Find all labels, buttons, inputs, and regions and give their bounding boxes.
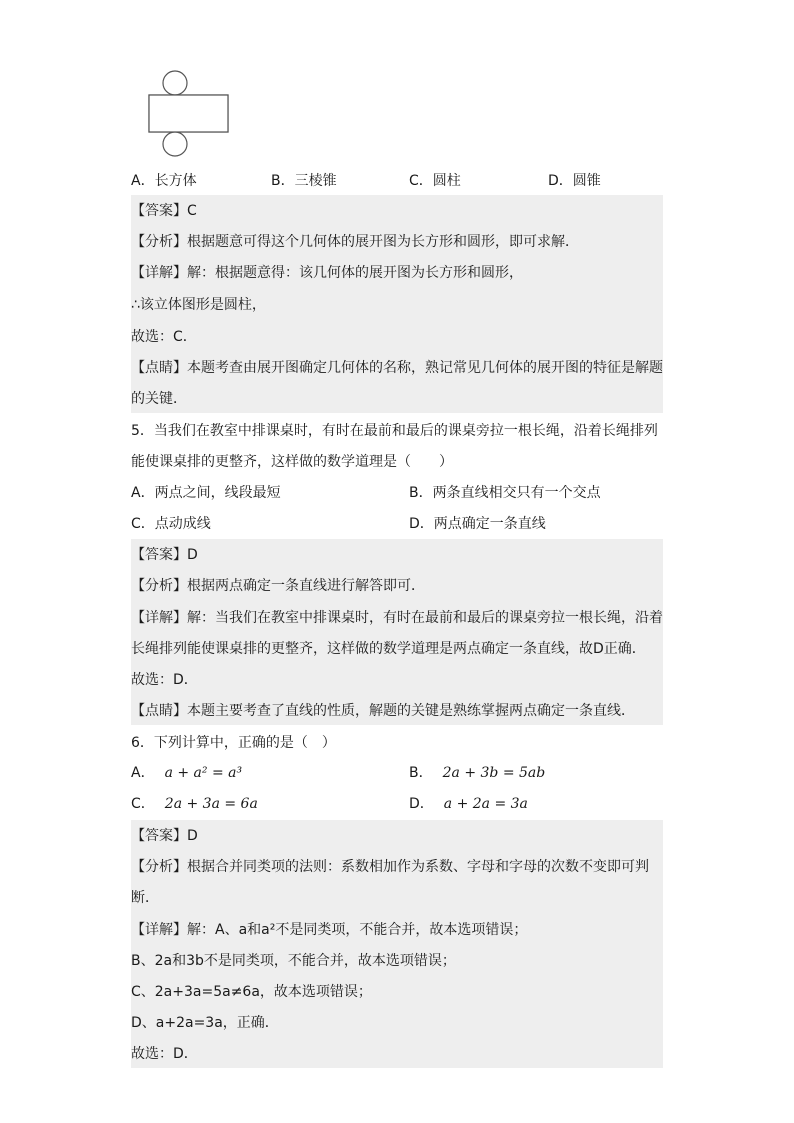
q6-detail-1: 【详解】解：A、a和a²不是同类项，不能合并，故本选项错误；: [131, 922, 528, 938]
q4-option-c: C．圆柱: [409, 173, 461, 189]
q5-solution-background: [131, 539, 663, 725]
q6-option-b-label: B．: [409, 765, 433, 781]
q4-comment-1: 【点睛】本题考查由展开图确定几何体的名称，熟记常见几何体的展开图的特征是解题: [131, 360, 663, 376]
q6-detail-3: C、2a+3a=5a≠6a，故本选项错误；: [131, 984, 372, 1000]
q5-detail-2: 长绳排列能使课桌排的更整齐，这样做的数学道理是两点确定一条直线，故D正确．: [131, 641, 646, 657]
q5-answer: 【答案】D: [131, 547, 198, 563]
q6-option-a: [131, 763, 242, 783]
q6-detail-2: B、2a和3b不是同类项，不能合并，故本选项错误；: [131, 953, 456, 969]
q6-analysis-2: 断．: [131, 890, 159, 906]
q6-analysis-1: 【分析】根据合并同类项的法则：系数相加作为系数、字母和字母的次数不变即可判: [131, 859, 649, 875]
q6-option-d-expr: a + 2a = 3a: [443, 796, 528, 812]
q5-stem-2: 能使课桌排的更整齐，这样做的数学道理是（ ）: [131, 454, 453, 470]
q5-option-c: C．点动成线: [131, 516, 211, 532]
q5-option-d: D．两点确定一条直线: [409, 516, 546, 532]
q6-option-c: [131, 794, 258, 814]
q6-option-d: [409, 794, 528, 814]
q6-option-b-expr: 2a + 3b = 5ab: [442, 765, 546, 781]
q6-option-c-expr: 2a + 3a = 6a: [164, 796, 258, 812]
q5-analysis: 【分析】根据两点确定一条直线进行解答即可．: [131, 578, 425, 594]
q5-detail-1: 【详解】解：当我们在教室中排课桌时，有时在最前和最后的课桌旁拉一根长绳，沿着: [131, 610, 663, 626]
q6-detail-4: D、a+2a=3a，正确．: [131, 1015, 279, 1031]
q6-stem: 6．下列计算中，正确的是（ ）: [131, 735, 336, 751]
q5-stem-1: 5．当我们在教室中排课桌时，有时在最前和最后的课桌旁拉一根长绳，沿着长绳排列: [131, 423, 658, 439]
q4-option-d: D．圆锥: [548, 173, 601, 189]
q6-option-d-label: D．: [409, 796, 434, 812]
q6-answer: 【答案】D: [131, 828, 198, 844]
q5-choose: 故选：D．: [131, 672, 198, 688]
q5-option-a: A．两点之间，线段最短: [131, 485, 281, 501]
q4-option-b: B．三棱锥: [271, 173, 337, 189]
q6-choose: 故选：D．: [131, 1046, 198, 1062]
q4-choose: 故选：C．: [131, 329, 197, 345]
q6-option-c-label: C．: [131, 796, 155, 812]
q4-analysis: 【分析】根据题意可得这个几何体的展开图为长方形和圆形，即可求解．: [131, 234, 579, 250]
q4-answer: 【答案】C: [131, 203, 197, 219]
q5-comment: 【点睛】本题主要考查了直线的性质，解题的关键是熟练掌握两点确定一条直线．: [131, 703, 635, 719]
q4-comment-2: 的关键．: [131, 391, 187, 407]
q6-option-b: [409, 763, 545, 783]
q4-option-a: A．长方体: [131, 173, 197, 189]
bottom-circle: [163, 132, 187, 156]
q4-detail: 【详解】解：根据题意得：该几何体的展开图为长方形和圆形，: [131, 265, 523, 281]
q4-detail-2: ∴该立体图形是圆柱，: [131, 297, 266, 313]
top-circle: [163, 71, 187, 95]
q6-option-a-label: A．: [131, 765, 155, 781]
net-figure: [145, 66, 235, 158]
q5-option-b: B．两条直线相交只有一个交点: [409, 485, 601, 501]
q6-option-a-expr: a + a² = a³: [164, 765, 243, 781]
